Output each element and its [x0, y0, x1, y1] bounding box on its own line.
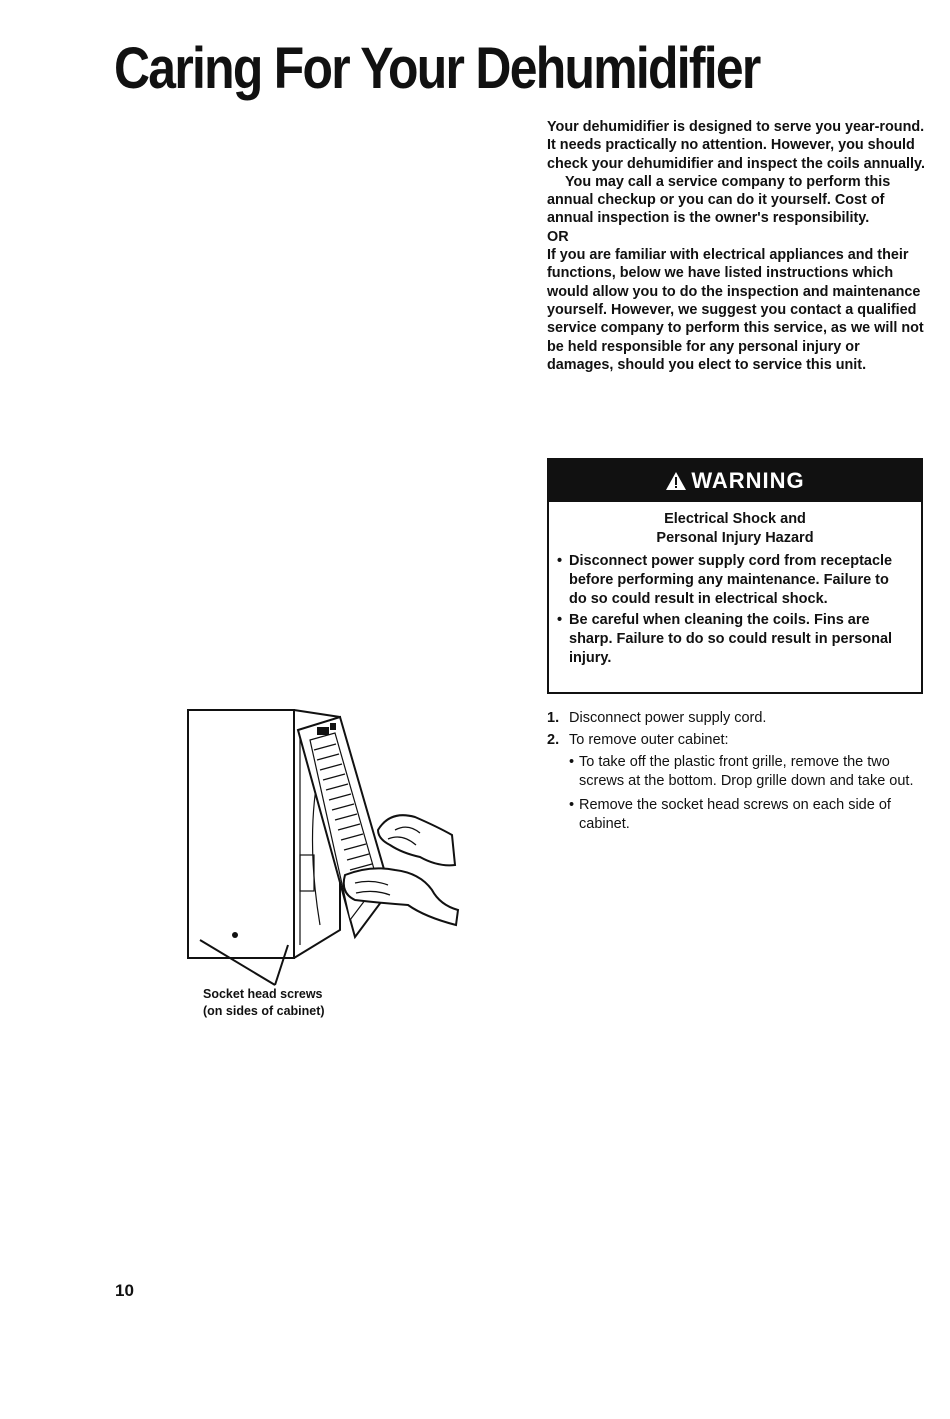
page-title: Caring For Your Dehumidifier — [114, 36, 760, 101]
warning-subtitle — [549, 510, 921, 548]
warning-subtitle-line-1: Electrical Shock and — [664, 511, 806, 527]
step-number: 1. — [547, 710, 560, 726]
dehumidifier-illustration — [180, 705, 480, 995]
step-text: To remove outer cabinet: — [569, 732, 729, 748]
warning-box — [547, 458, 923, 694]
intro-paragraph-2: You may call a service company to perform this annual checkup or you can do it yourself. Cost of annual inspection is the owner's responsibility. — [547, 173, 891, 227]
instruction-steps — [547, 709, 927, 839]
warning-subtitle-line-2: Personal Injury Hazard — [656, 530, 814, 546]
intro-paragraph-3: If you are familiar with electrical appliances and their functions, below we have listed instructions which would allow you to do the inspection and maintenance yourself. However, we suggest you contact a qualified service company to perform this service, as we will not be held responsible for any personal injury or damages, should you elect to service this unit. — [547, 247, 924, 373]
warning-triangle-icon — [665, 471, 687, 491]
warning-header — [549, 460, 921, 502]
warning-list — [557, 552, 907, 668]
step-text: Disconnect power supply cord. — [569, 710, 767, 726]
sub-step-item: • To take off the plastic front grille, remove the two screws at the bottom. Drop grille down and take out. — [569, 753, 927, 791]
page-number: 10 — [115, 1281, 134, 1300]
illustration-caption — [203, 986, 325, 1020]
warning-bullet: • Be careful when cleaning the coils. Fins are sharp. Failure to do so could result in personal injury. — [557, 611, 907, 668]
step-item — [547, 709, 927, 728]
step-number: 2. — [547, 732, 560, 748]
intro-text — [547, 118, 927, 374]
caption-line-2: (on sides of cabinet) — [203, 1004, 325, 1018]
intro-paragraph-1: Your dehumidifier is designed to serve you year-round. It needs practically no attention. However, you should check your dehumidifier and inspect the coils annually. — [547, 119, 925, 172]
sub-step-list — [569, 753, 927, 834]
warning-title: WARNING — [691, 468, 805, 493]
intro-or: OR — [547, 228, 569, 245]
warning-bullet: • Disconnect power supply cord from receptacle before performing any maintenance. Failure to do so could result in electrical shock. — [557, 552, 907, 609]
step-item — [547, 731, 927, 750]
caption-line-1: Socket head screws — [203, 987, 323, 1001]
sub-step-item: • Remove the socket head screws on each side of cabinet. — [569, 796, 927, 834]
